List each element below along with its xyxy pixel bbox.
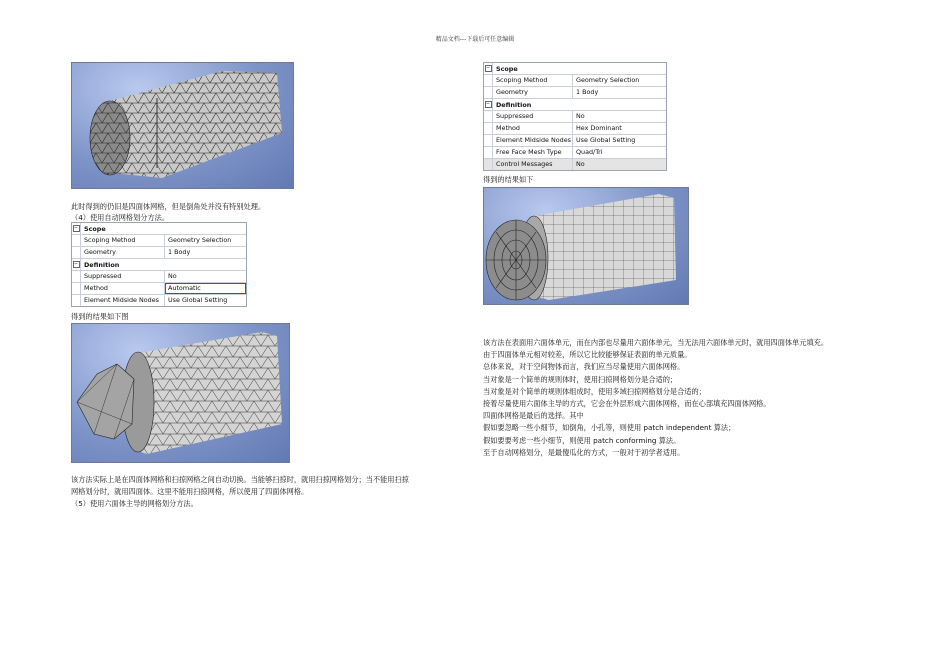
page-header: 精品文档---下载后可任意编辑 <box>435 36 515 43</box>
right-paragraph: 接着尽量使用六面体主导的方式，它会在外层形成六面体网格，而在心部填充四面体网格。 <box>483 399 771 409</box>
method-value-highlighted[interactable]: Automatic <box>165 283 246 294</box>
property-row[interactable] <box>72 235 246 247</box>
property-row[interactable] <box>484 147 666 159</box>
property-value: Geometry Selection <box>168 236 232 244</box>
property-key: Free Face Mesh Type <box>493 147 573 158</box>
property-value: No <box>168 272 177 280</box>
property-value: Geometry Selection <box>576 76 640 84</box>
collapse-icon[interactable]: − <box>485 101 491 107</box>
property-key: Geometry <box>493 87 573 98</box>
property-key: Control Messages <box>493 159 573 170</box>
left-paragraph-4: 网格划分时，就用四面体。这里不能用扫掠网格，所以使用了四面体网格。 <box>71 487 309 496</box>
right-paragraph: 由于四面体单元相对较差，所以它比较能够保证表面的单元质量。 <box>483 350 692 360</box>
scope-label: Scope <box>84 224 106 233</box>
property-value: Use Global Setting <box>576 136 636 144</box>
left-paragraph-3: 该方法实际上是在四面体网格和扫掠网格之间自动切换。当能够扫掠时，就用扫掠网格划分；当不能用扫掠 <box>71 475 409 484</box>
definition-category-row[interactable] <box>484 99 666 111</box>
property-value: Use Global Setting <box>168 296 228 304</box>
left-paragraph-5: （5）使用六面体主导的网格划分方法。 <box>71 499 198 508</box>
tet-mesh-figure-2 <box>71 323 290 463</box>
property-value: Quad/Tri <box>576 148 603 156</box>
property-key: Scoping Method <box>81 235 165 246</box>
left-paragraph-2: （4）使用自动网格划分方法。 <box>71 213 170 222</box>
definition-category-row[interactable] <box>72 259 246 271</box>
property-key: Geometry <box>81 247 165 258</box>
right-paragraph: 假如要要考虑一些小细节，则使用 patch conforming 算法。 <box>483 435 681 445</box>
left-paragraph-1: 此时得到的仍旧是四面体网格，但是倒角处并没有特别处理。 <box>71 202 266 211</box>
property-row[interactable] <box>484 87 666 99</box>
right-paragraph: 总体来说，对于空间物体而言，我们应当尽量使用六面体网格。 <box>483 362 685 372</box>
property-row[interactable] <box>484 75 666 87</box>
property-value: No <box>576 160 585 168</box>
scope-label: Scope <box>496 64 518 73</box>
property-key: Suppressed <box>493 111 573 122</box>
property-key: Element Midside Nodes <box>81 295 165 306</box>
property-row[interactable] <box>484 135 666 147</box>
details-table-automatic <box>71 222 247 307</box>
property-value: 1 Body <box>168 248 191 256</box>
property-row-method[interactable] <box>484 123 666 135</box>
right-paragraphs <box>483 337 828 459</box>
property-value: No <box>576 112 585 120</box>
definition-label: Definition <box>496 100 532 109</box>
left-result-caption: 得到的结果如下图 <box>71 312 129 321</box>
right-paragraph: 四面体网格是最后的选择。其中 <box>483 411 584 421</box>
property-row-method[interactable] <box>72 283 246 295</box>
right-paragraph: 当对象是对个简单的规则体组成时，使用多域扫掠网格划分是合适的； <box>483 386 706 396</box>
property-key: Method <box>493 123 573 134</box>
property-key: Suppressed <box>81 271 165 282</box>
right-paragraph: 该方法在表面用六面体单元，而在内部也尽量用六面体单元，当无法用六面体单元时，就用四面体单元填充。 <box>483 338 829 347</box>
scope-category-row[interactable] <box>484 63 666 75</box>
property-row[interactable] <box>72 271 246 283</box>
right-result-caption: 得到的结果如下 <box>483 175 534 184</box>
tet-mesh-figure-1 <box>71 62 294 189</box>
right-paragraph: 至于自动网格划分，是最傻瓜化的方式，一般对于初学者适用。 <box>483 447 685 457</box>
method-value[interactable]: Hex Dominant <box>576 124 622 132</box>
property-key: Method <box>81 283 165 294</box>
details-table-hex-dominant <box>483 62 667 171</box>
right-paragraph: 当对象是一个简单的规则体时，使用扫掠网格划分是合适的； <box>483 374 678 384</box>
definition-label: Definition <box>84 260 120 269</box>
property-key: Scoping Method <box>493 75 573 86</box>
property-row[interactable] <box>72 247 246 259</box>
property-row[interactable] <box>484 111 666 123</box>
property-row[interactable] <box>484 159 666 170</box>
property-value: 1 Body <box>576 88 599 96</box>
property-row[interactable] <box>72 295 246 306</box>
property-key: Element Midside Nodes <box>493 135 573 146</box>
collapse-icon[interactable]: − <box>485 65 491 71</box>
hex-mesh-figure <box>483 187 689 305</box>
collapse-icon[interactable]: − <box>73 261 79 267</box>
scope-category-row[interactable] <box>72 223 246 235</box>
collapse-icon[interactable]: − <box>73 225 79 231</box>
right-paragraph: 假如要忽略一些小细节，如倒角，小孔等，则使用 patch independent 算法； <box>483 423 736 433</box>
